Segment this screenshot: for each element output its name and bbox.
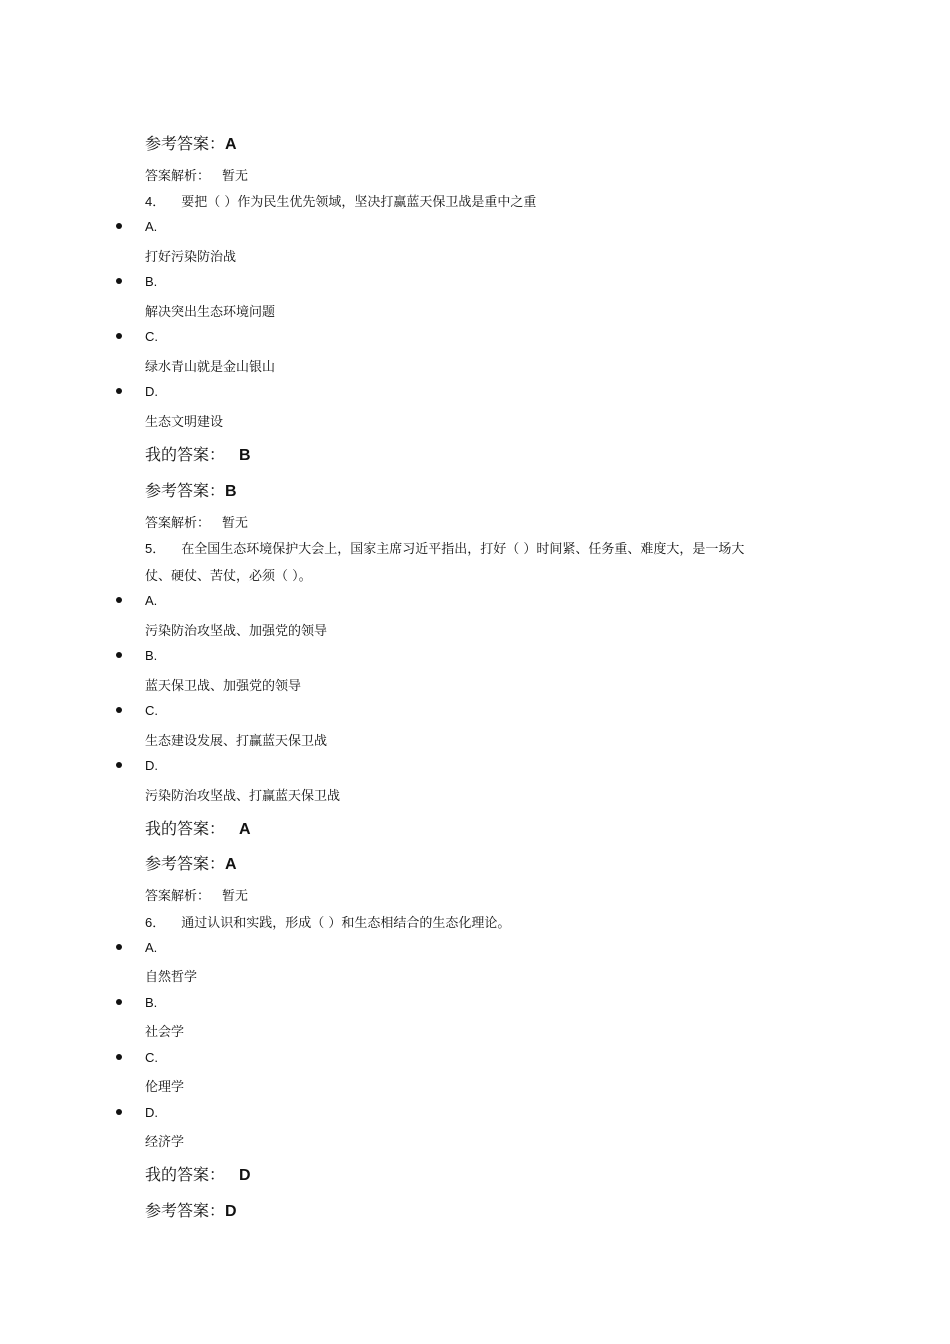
question-number: 6． [145,915,166,930]
ref-answer-row [145,851,237,874]
option-letter: D. [145,758,158,773]
question-6 [145,912,510,931]
question-number: 4． [145,194,166,209]
analysis-row [145,512,248,531]
option-text: 解决突出生态环境问题 [145,305,276,320]
analysis-value: 暂无 [222,169,249,184]
analysis-value: 暂无 [222,516,249,531]
analysis-label: 答案解析： [145,516,211,531]
option-letter: B. [145,274,158,289]
my-answer-value: A [239,821,251,838]
question-text: 要把（ ）作为民生优先领域，坚决打赢蓝天保卫战是重中之重 [181,195,537,210]
option-text: 污染防治攻坚战、打赢蓝天保卫战 [145,789,341,804]
option-letter: C. [145,703,158,718]
option-letter: A. [145,593,158,608]
bullet-icon [116,707,122,713]
bullet-icon [116,1054,122,1060]
question-number: 5． [145,541,166,556]
ref-answer-value: A [225,856,237,873]
analysis-row [145,885,248,904]
analysis-value: 暂无 [222,889,249,904]
option-letter: B. [145,648,158,663]
bullet-icon [116,999,122,1005]
option-letter: C. [145,1050,158,1065]
my-answer-row [145,442,251,465]
bullet-icon [116,1109,122,1115]
option-letter: C. [145,329,158,344]
my-answer-row [145,816,251,839]
my-answer-value: D [239,1167,251,1184]
bullet-icon [116,223,122,229]
my-answer-label: 我的答案： [145,819,226,838]
option-text: 生态文明建设 [145,415,224,430]
ref-answer-row [145,1198,237,1221]
option-letter: B. [145,995,158,1010]
analysis-label: 答案解析： [145,889,211,904]
analysis-label: 答案解析： [145,169,211,184]
my-answer-row [145,1162,251,1185]
option-text: 社会学 [145,1025,185,1040]
bullet-icon [116,944,122,950]
bullet-icon [116,597,122,603]
option-text: 绿水青山就是金山银山 [145,360,276,375]
option-letter: A. [145,940,158,955]
question-text: 在全国生态环境保护大会上，国家主席习近平指出，打好（ ）时间紧、任务重、难度大，是一场大 [181,542,745,557]
ref-answer-value: D [225,1203,237,1220]
analysis-row [145,165,248,184]
ref-answer-label: 参考答案： [145,134,226,153]
option-text: 打好污染防治战 [145,250,237,265]
bullet-icon [116,762,122,768]
option-text: 污染防治攻坚战、加强党的领导 [145,624,328,639]
ref-answer-label: 参考答案： [145,481,226,500]
question-4 [145,191,536,210]
bullet-icon [116,278,122,284]
bullet-icon [116,333,122,339]
my-answer-value: B [239,447,251,464]
option-text: 经济学 [145,1135,185,1150]
ref-answer-value: B [225,483,237,500]
question-text-continued: 仗、硬仗、苦仗，必须（ ）。 [145,569,312,584]
option-text: 伦理学 [145,1080,185,1095]
ref-answer-label: 参考答案： [145,1201,226,1220]
ref-answer-row [145,131,237,154]
ref-answer-label: 参考答案： [145,854,226,873]
option-text: 蓝天保卫战、加强党的领导 [145,679,302,694]
bullet-icon [116,388,122,394]
option-letter: D. [145,384,158,399]
option-letter: D. [145,1105,158,1120]
my-answer-label: 我的答案： [145,445,226,464]
question-5 [145,538,744,557]
question-text: 通过认识和实践，形成（ ）和生态相结合的生态化理论。 [181,916,511,931]
option-text: 自然哲学 [145,970,198,985]
ref-answer-value: A [225,136,237,153]
option-letter: A. [145,219,158,234]
ref-answer-row [145,478,237,501]
my-answer-label: 我的答案： [145,1165,226,1184]
bullet-icon [116,652,122,658]
option-text: 生态建设发展、打赢蓝天保卫战 [145,734,328,749]
